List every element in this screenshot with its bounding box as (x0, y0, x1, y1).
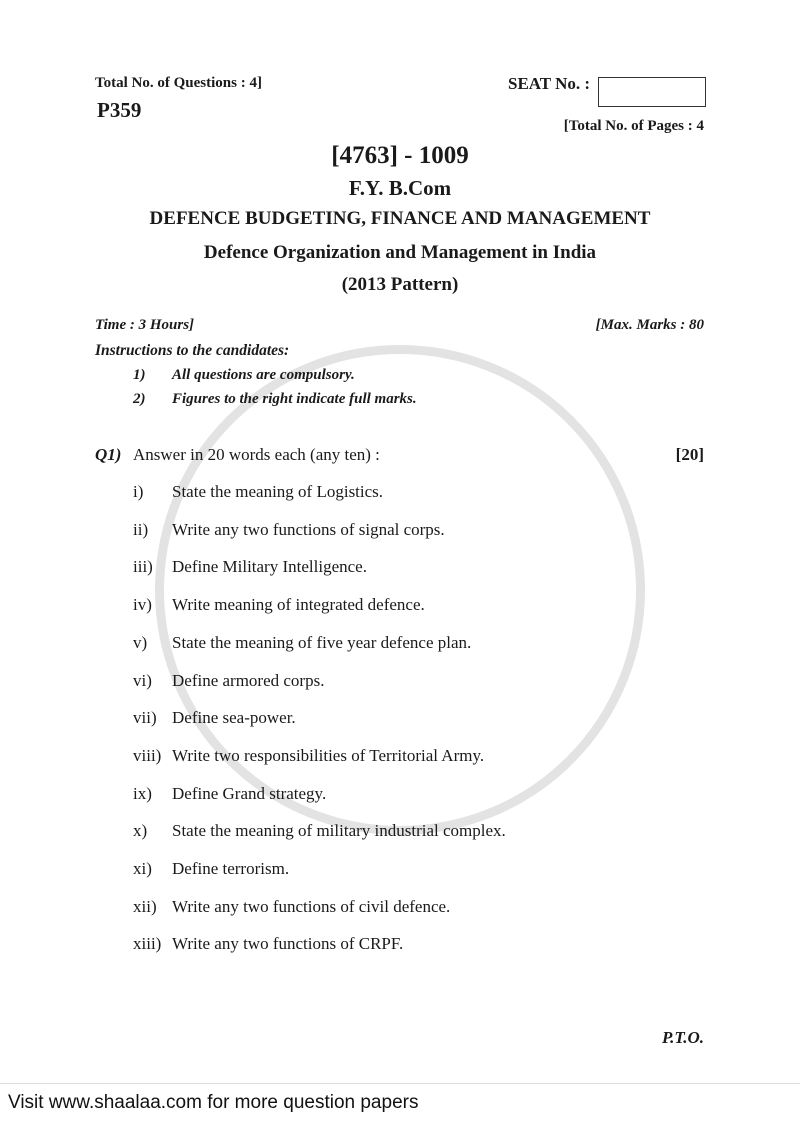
question-number: xii) (133, 896, 157, 916)
question-text: Define armored corps. (172, 670, 325, 690)
question-text: Write two responsibilities of Territorial Army. (172, 745, 485, 765)
pattern: (2013 Pattern) (341, 274, 459, 295)
q1-marks: [20] (675, 445, 704, 464)
seat-number-box (598, 77, 706, 107)
max-marks: [Max. Marks : 80 (595, 317, 704, 333)
question-text: State the meaning of Logistics. (172, 482, 384, 501)
question-text: Write meaning of integrated defence. (172, 595, 425, 615)
pto: P.T.O. (661, 1028, 704, 1047)
question-number: viii) (133, 745, 162, 765)
question-number: iii) (133, 557, 153, 577)
question-text: Write any two functions of signal corps. (172, 519, 445, 539)
question-text: Write any two functions of CRPF. (172, 934, 404, 954)
q1-prompt: Answer in 20 words each (any ten) : (133, 445, 380, 464)
total-questions: Total No. of Questions : 4] (95, 75, 262, 91)
instruction-text: Figures to the right indicate full marks. (172, 391, 417, 407)
question-number: i) (133, 482, 144, 501)
question-text: State the meaning of military industrial complex. (172, 821, 506, 841)
question-text: Write any two functions of civil defence. (172, 896, 451, 916)
paper-code: P359 (97, 98, 142, 122)
instruction-num: 2) (133, 391, 146, 407)
question-number: ix) (133, 783, 152, 803)
subject: DEFENCE BUDGETING, FINANCE AND MANAGEMENT (149, 208, 651, 229)
question-number: v) (133, 632, 148, 652)
question-number: ii) (133, 519, 149, 539)
question-text: Define Military Intelligence. (172, 557, 367, 577)
question-number: iv) (133, 595, 152, 615)
divider (0, 1083, 800, 1084)
question-text: Define Grand strategy. (172, 783, 327, 803)
instruction-num: 1) (133, 367, 146, 383)
exam-code: [4763] - 1009 (331, 142, 469, 169)
question-number: vi) (133, 670, 152, 690)
instruction-text: All questions are compulsory. (172, 367, 355, 383)
instructions-heading: Instructions to the candidates: (95, 342, 290, 359)
total-pages: [Total No. of Pages : 4 (563, 118, 704, 134)
question-number: vii) (133, 708, 157, 728)
q1-label: Q1) (95, 445, 122, 464)
seat-label: SEAT No. : (508, 74, 591, 93)
paper-title: Defence Organization and Management in India (203, 242, 597, 263)
question-text: Define sea-power. (172, 708, 296, 728)
time: Time : 3 Hours] (95, 317, 195, 333)
question-text: Define terrorism. (172, 859, 290, 878)
course: F.Y. B.Com (348, 176, 452, 200)
question-number: x) (133, 821, 148, 841)
question-number: xiii) (133, 934, 162, 954)
question-number: xi) (133, 859, 152, 878)
footer-link[interactable]: Visit www.shaalaa.com for more question papers (8, 1092, 419, 1113)
question-text: State the meaning of five year defence plan. (172, 632, 472, 652)
